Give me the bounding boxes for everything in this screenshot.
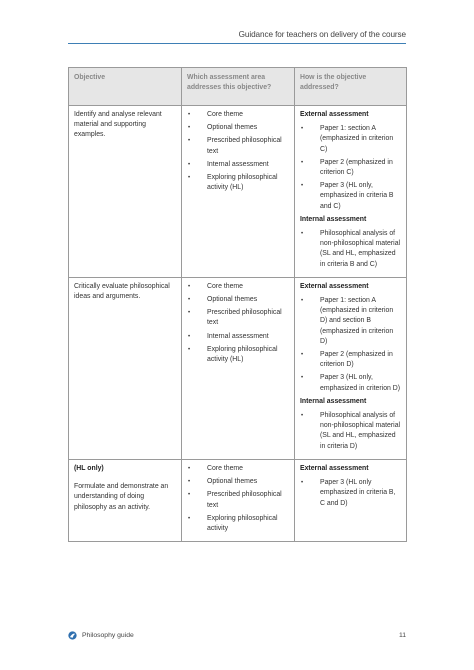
external-assessment-list	[300, 296, 402, 394]
list-item: • Core theme	[187, 282, 290, 292]
assessment-area-cell	[182, 459, 295, 541]
column-header-how-addressed: How is the objective addressed?	[295, 68, 407, 106]
objective-label: (HL only)	[74, 464, 104, 472]
objectives-table	[68, 67, 407, 542]
external-assessment-heading: External assessment	[300, 111, 369, 118]
header-rule	[68, 43, 406, 44]
objective-text: Formulate and demonstrate an understanding of doing philosophy as an activity.	[74, 483, 169, 511]
assessment-area-list	[187, 110, 290, 193]
column-header-assessment-area: Which assessment area addresses this objective?	[182, 68, 295, 106]
external-assessment-heading: External assessment	[300, 282, 369, 290]
list-item: • Prescribed philosophical text	[187, 490, 290, 510]
list-item: • Paper 3 (HL only, emphasized in criteria B and C)	[300, 181, 402, 212]
objective-cell	[69, 459, 182, 541]
external-assessment-list	[300, 124, 402, 212]
list-item: • Paper 2 (emphasized in criterion C)	[300, 158, 402, 178]
how-addressed-cell	[295, 459, 407, 541]
assessment-area-list	[187, 282, 290, 365]
list-item: • Paper 1: section A (emphasized in criterion D) and section B (emphasized in criterion D)	[300, 296, 402, 347]
list-item: • Paper 3 (HL only emphasized in criteria B, C and D)	[300, 478, 402, 509]
list-item: • Paper 3 (HL only, emphasized in criterion D)	[300, 373, 402, 393]
external-assessment-heading: External assessment	[300, 464, 369, 472]
list-item: • Prescribed philosophical text	[187, 308, 290, 328]
list-item: • Optional themes	[187, 295, 290, 305]
objective-cell	[69, 106, 182, 278]
list-item: • Internal assessment	[187, 160, 290, 170]
list-item: • Core theme	[187, 464, 290, 474]
list-item: • Paper 1: section A (emphasized in criterion C)	[300, 124, 402, 155]
list-item: • Optional themes	[187, 477, 290, 487]
list-item: • Philosophical analysis of non-philosophical material (SL and HL, emphasized in criteria D)	[300, 411, 402, 452]
list-item: • Exploring philosophical activity (HL)	[187, 173, 290, 193]
column-header-objective: Objective	[69, 68, 182, 106]
how-addressed-cell	[295, 106, 407, 278]
table-header-row	[69, 68, 407, 106]
table-row	[69, 277, 407, 459]
how-addressed-cell	[295, 277, 407, 459]
internal-assessment-heading: Internal assessment	[300, 397, 367, 405]
list-item: • Core theme	[187, 110, 290, 120]
list-item: • Prescribed philosophical text	[187, 136, 290, 156]
list-item: • Philosophical analysis of non-philosophical material (SL and HL, emphasized in criteria B and C)	[300, 229, 402, 270]
list-item: • Internal assessment	[187, 332, 290, 342]
objective-text: Identify and analyse relevant material and supporting examples.	[74, 111, 162, 139]
page-number: 11	[398, 632, 406, 639]
list-item: • Exploring philosophical activity	[187, 514, 290, 534]
list-item: • Exploring philosophical activity (HL)	[187, 345, 290, 365]
external-assessment-list	[300, 478, 402, 509]
table-row	[69, 459, 407, 541]
list-item: • Optional themes	[187, 123, 290, 133]
header-title: Guidance for teachers on delivery of the course	[238, 30, 406, 39]
internal-assessment-list	[300, 411, 402, 452]
internal-assessment-heading: Internal assessment	[300, 215, 367, 223]
assessment-area-cell	[182, 277, 295, 459]
list-item: • Paper 2 (emphasized in criterion D)	[300, 350, 402, 370]
objective-text: Critically evaluate philosophical ideas and arguments.	[74, 282, 170, 301]
objective-cell	[69, 277, 182, 459]
internal-assessment-list	[300, 229, 402, 270]
assessment-area-cell	[182, 106, 295, 278]
assessment-area-list	[187, 464, 290, 534]
ib-logo-icon	[68, 631, 77, 640]
footer-guide-name: Philosophy guide	[82, 632, 134, 639]
table-row	[69, 106, 407, 278]
